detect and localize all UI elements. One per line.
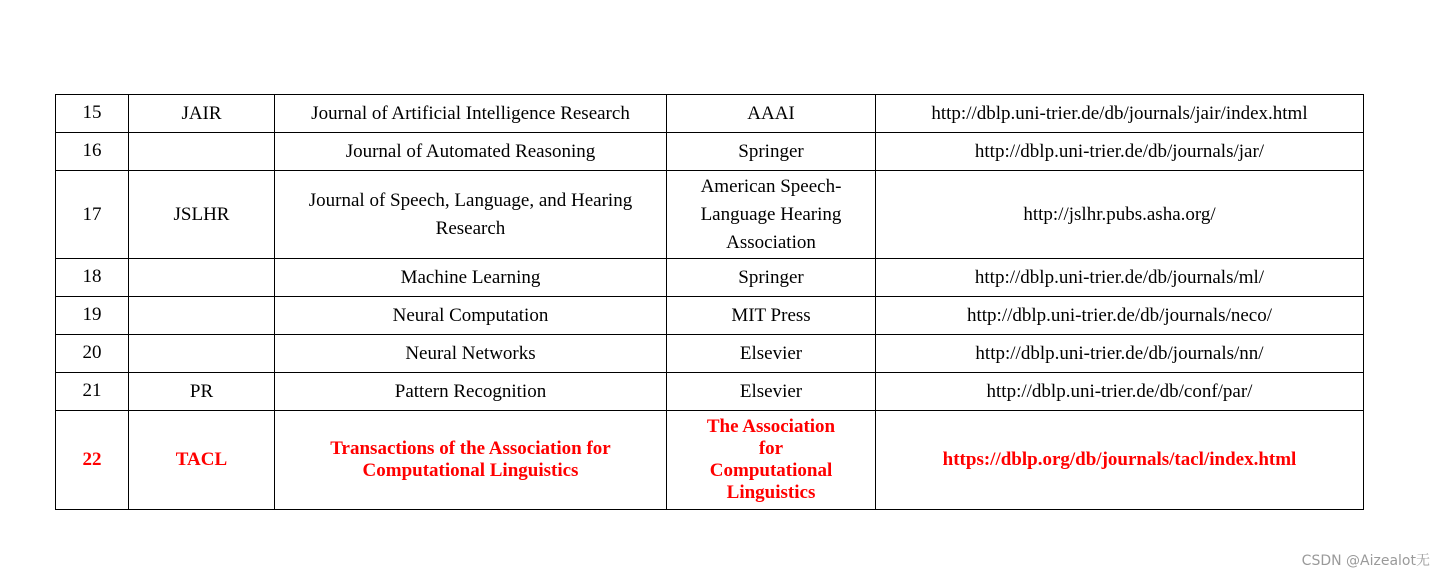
- journal-publisher: MIT Press: [667, 297, 876, 335]
- journal-url[interactable]: http://dblp.uni-trier.de/db/journals/nn/: [876, 335, 1364, 373]
- table-row: [56, 133, 1364, 171]
- journal-publisher-line: Computational: [709, 460, 833, 481]
- journal-publisher: Elsevier: [667, 373, 876, 411]
- row-number: 22: [56, 411, 129, 510]
- journal-publisher-line: Association: [726, 231, 816, 253]
- journal-abbreviation: JSLHR: [129, 171, 275, 259]
- journal-url[interactable]: http://dblp.uni-trier.de/db/conf/par/: [876, 373, 1364, 411]
- journal-name: [275, 171, 667, 259]
- journal-publisher: Springer: [667, 133, 876, 171]
- journal-abbreviation: [129, 297, 275, 335]
- journal-abbreviation: [129, 133, 275, 171]
- journals-table: [55, 94, 1364, 510]
- journal-abbreviation: TACL: [129, 411, 275, 510]
- journal-publisher-line: American Speech-: [700, 175, 842, 197]
- journal-publisher-line: The Association: [706, 416, 836, 437]
- journal-url[interactable]: http://dblp.uni-trier.de/db/journals/ml/: [876, 259, 1364, 297]
- journal-name: Neural Networks: [275, 335, 667, 373]
- row-number: 20: [56, 335, 129, 373]
- journal-publisher: AAAI: [667, 95, 876, 133]
- table-row: [56, 171, 1364, 259]
- journal-url[interactable]: http://dblp.uni-trier.de/db/journals/jar/: [876, 133, 1364, 171]
- journal-url[interactable]: https://dblp.org/db/journals/tacl/index.html: [876, 411, 1364, 510]
- journal-name-line: Computational Linguistics: [362, 460, 579, 481]
- table-row: [56, 259, 1364, 297]
- journal-name: [275, 411, 667, 510]
- journal-abbreviation: PR: [129, 373, 275, 411]
- row-number: 16: [56, 133, 129, 171]
- journal-name: Journal of Automated Reasoning: [275, 133, 667, 171]
- watermark: CSDN @Aizealot无: [1301, 553, 1430, 569]
- journal-publisher: [667, 171, 876, 259]
- journal-publisher: Springer: [667, 259, 876, 297]
- journal-abbreviation: [129, 259, 275, 297]
- journal-name: Machine Learning: [275, 259, 667, 297]
- row-number: 17: [56, 171, 129, 259]
- journal-publisher-line: Linguistics: [726, 482, 816, 503]
- journal-name: Neural Computation: [275, 297, 667, 335]
- journal-url[interactable]: http://jslhr.pubs.asha.org/: [876, 171, 1364, 259]
- journal-url[interactable]: http://dblp.uni-trier.de/db/journals/jair/index.html: [876, 95, 1364, 133]
- table-row: [56, 373, 1364, 411]
- journal-abbreviation: JAIR: [129, 95, 275, 133]
- journal-name: Pattern Recognition: [275, 373, 667, 411]
- journal-publisher-line: Language Hearing: [700, 203, 842, 225]
- journal-abbreviation: [129, 335, 275, 373]
- journal-name-line: Research: [435, 217, 506, 239]
- table-row: [56, 95, 1364, 133]
- journal-publisher: Elsevier: [667, 335, 876, 373]
- table-row: [56, 335, 1364, 373]
- row-number: 19: [56, 297, 129, 335]
- journal-name-line: Transactions of the Association for: [330, 438, 611, 459]
- row-number: 18: [56, 259, 129, 297]
- row-number: 21: [56, 373, 129, 411]
- journal-publisher: [667, 411, 876, 510]
- journal-name-line: Journal of Speech, Language, and Hearing: [308, 189, 633, 211]
- journal-publisher-line: for: [758, 438, 784, 459]
- journal-name: Journal of Artificial Intelligence Research: [275, 95, 667, 133]
- table-row-highlighted: [56, 411, 1364, 510]
- journal-url[interactable]: http://dblp.uni-trier.de/db/journals/neco/: [876, 297, 1364, 335]
- row-number: 15: [56, 95, 129, 133]
- table-row: [56, 297, 1364, 335]
